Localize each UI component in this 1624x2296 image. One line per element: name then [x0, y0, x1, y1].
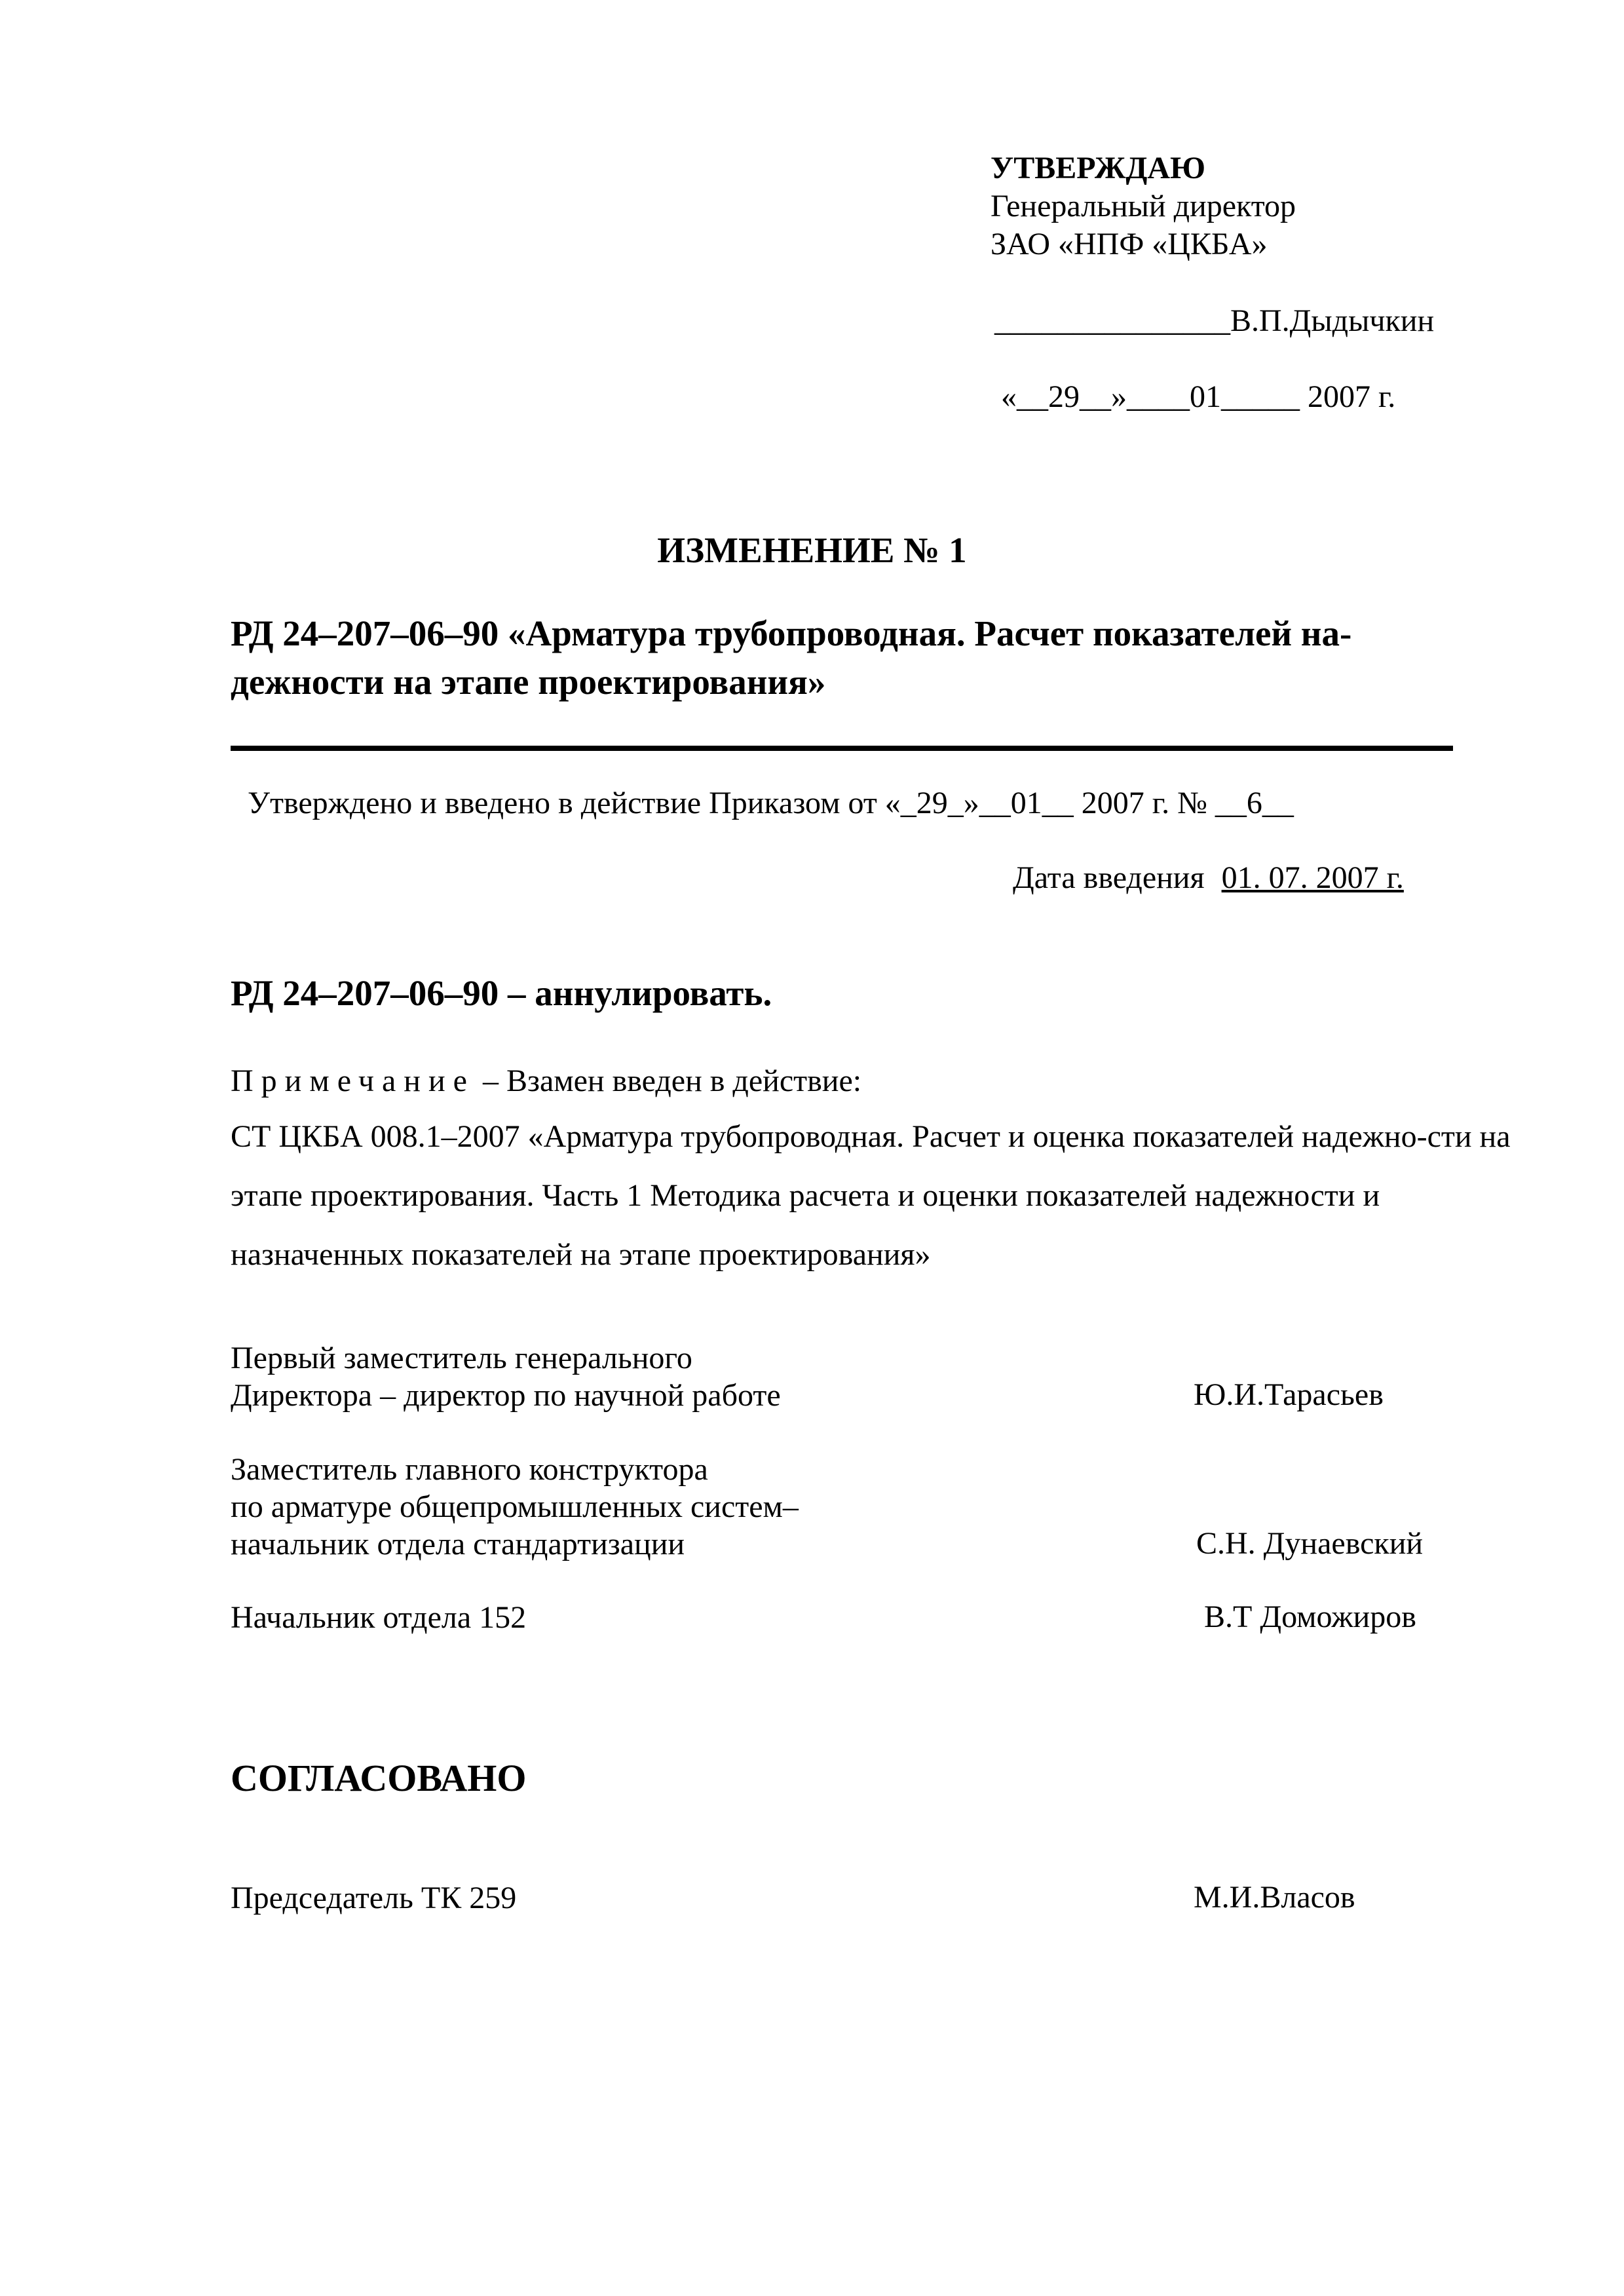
signatory-1-position-line-2: Директора – директор по научной работе — [231, 1378, 781, 1413]
introduction-label: Дата введения — [1013, 860, 1205, 895]
signatory-1-position — [231, 1339, 781, 1414]
signatory-2-position-line-1: Заместитель главного конструктора — [231, 1452, 708, 1487]
signatory-3-position — [231, 1599, 526, 1636]
note-label: Примечание — [231, 1063, 475, 1098]
note-heading — [231, 1063, 861, 1099]
introduction-date: 01. 07. 2007 г. — [1221, 860, 1404, 895]
note-label-tail: – Взамен введен в действие: — [474, 1063, 862, 1098]
introduction-date-line — [1013, 860, 1404, 896]
note-body: СТ ЦКБА 008.1–2007 «Арматура трубопроводная. Расчет и оценка показателей надежно-сти на этапе проектирования. Часть 1 Методика расчета и оценки показателей надежности и назначенных показателей на этапе проектирования» — [231, 1119, 1511, 1272]
approval-organization: ЗАО «НПФ «ЦКБА» — [991, 227, 1268, 261]
title-divider — [231, 746, 1453, 751]
approval-block — [991, 149, 1296, 263]
approval-position: Генеральный директор — [991, 189, 1296, 223]
order-line: Утверждено и введено в действие Приказом от «_29_»__01__ 2007 г. № __6__ — [248, 786, 1294, 820]
approval-signature-line: _______________В.П.Дыдычкин — [994, 303, 1435, 338]
change-title: ИЗМЕНЕНИЕ № 1 — [657, 530, 967, 570]
signatory-3-name: В.Т Доможиров — [1204, 1599, 1416, 1634]
approval-date-line: «__29__»____01_____ 2007 г. — [1001, 379, 1396, 414]
approval-heading: УТВЕРЖДАЮ — [991, 151, 1206, 185]
signatory-2-position-line-2: по арматуре общепромышленных систем– — [231, 1489, 799, 1524]
document-title: РД 24–207–06–90 «Арматура трубопроводная. Расчет показателей на-дежности на этапе проектирования» — [231, 613, 1352, 702]
signatory-2-position-line-3: начальник отдела стандартизации — [231, 1527, 685, 1561]
signatory-2-position — [231, 1451, 799, 1563]
agreed-heading: СОГЛАСОВАНО — [231, 1757, 527, 1799]
signatory-1-name: Ю.И.Тарасьев — [1194, 1377, 1384, 1412]
signatory-3-position-line-1: Начальник отдела 152 — [231, 1600, 527, 1635]
agreed-position: Председатель ТК 259 — [231, 1881, 517, 1915]
signatory-1-position-line-1: Первый заместитель генерального — [231, 1341, 692, 1375]
signatory-2-name: С.Н. Дунаевский — [1196, 1526, 1424, 1561]
annulment-statement: РД 24–207–06–90 – аннулировать. — [231, 973, 772, 1013]
agreed-name: М.И.Власов — [1194, 1880, 1355, 1915]
